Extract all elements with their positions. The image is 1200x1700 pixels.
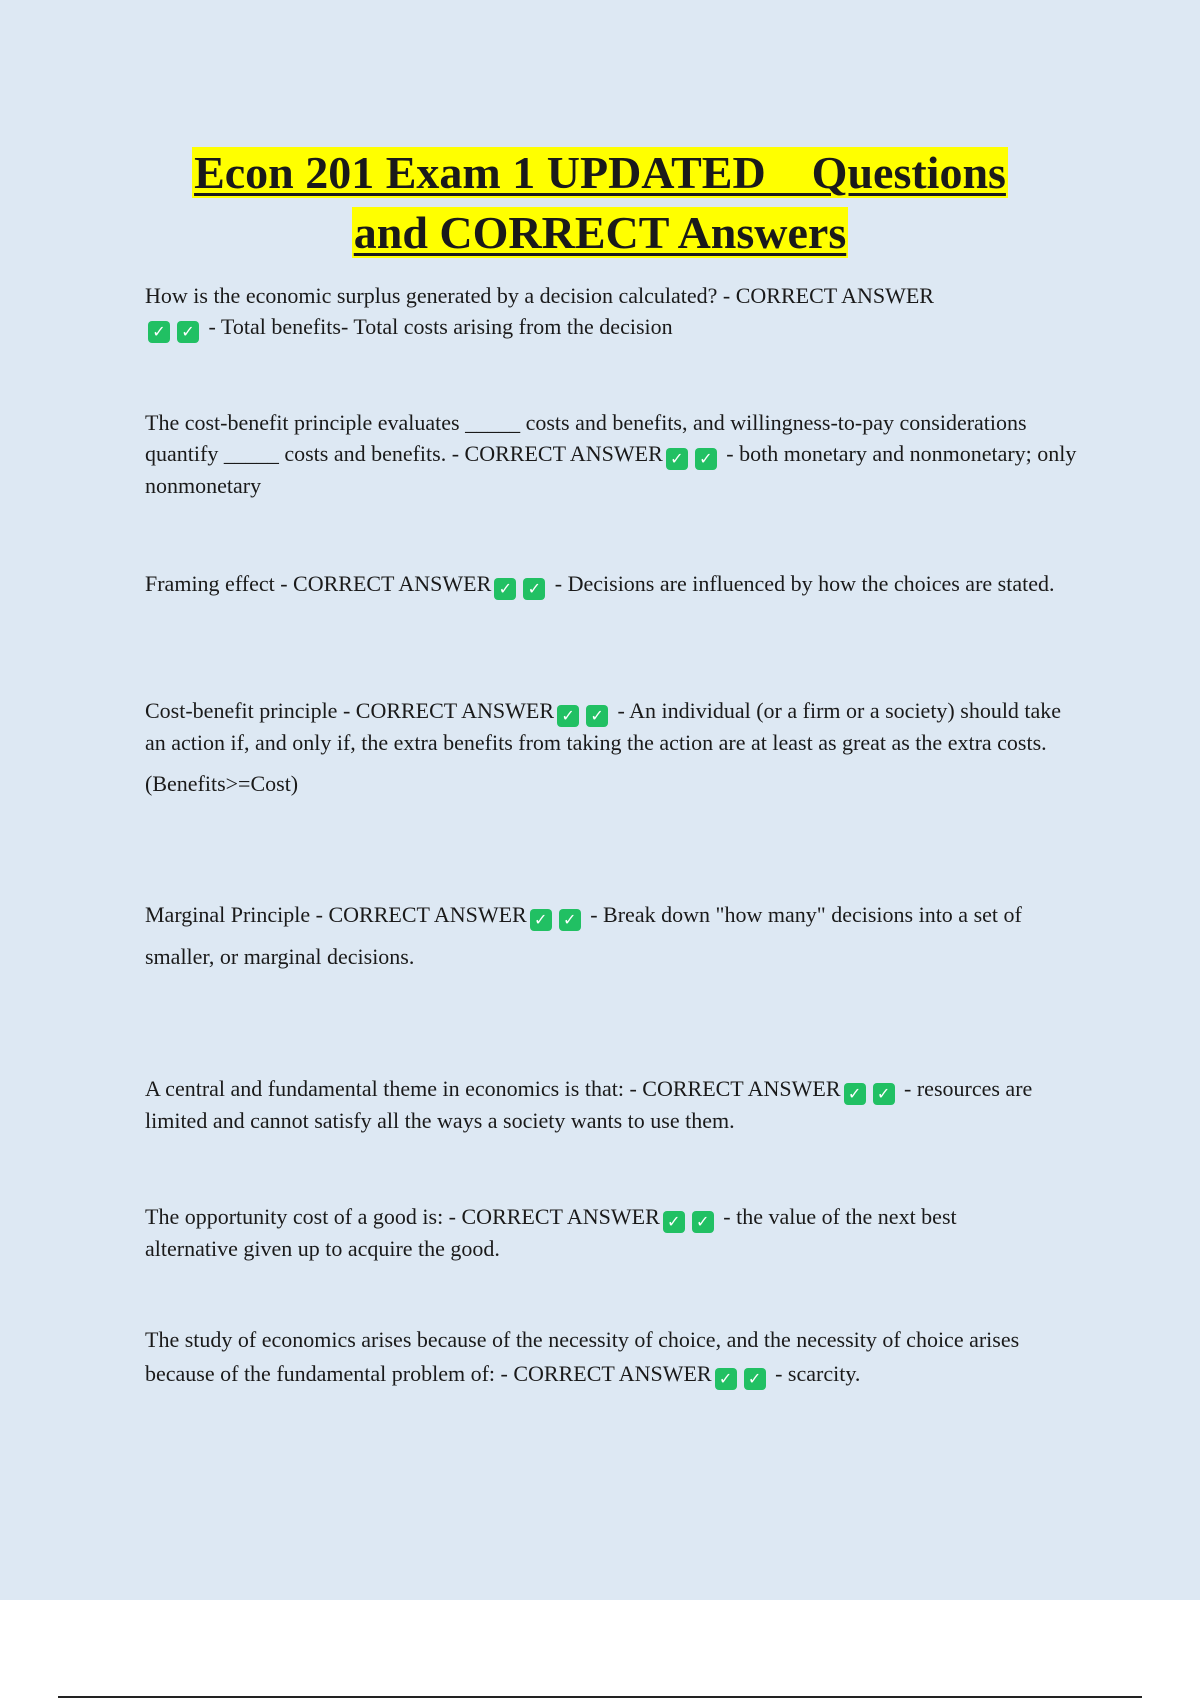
question-text: How is the economic surplus generated by a decision calculated? - CORRECT ANSWER [145, 283, 934, 308]
check-box-icon: ✓ [744, 1368, 766, 1390]
check-box-icon: ✓ [177, 321, 199, 343]
answer-text: - An individual (or a firm or a society) should take an action if, and only if, the extra benefits from taking the action are at least as great as the extra costs. [145, 698, 1062, 755]
continuation-text: smaller, or marginal decisions. [145, 944, 415, 969]
qa-text [145, 1323, 1065, 1391]
answer-text: - Decisions are influenced by how the choices are stated. [549, 571, 1055, 596]
question-text: The opportunity cost of a good is: - CORRECT ANSWER [145, 1204, 660, 1229]
check-box-icon: ✓ [873, 1083, 895, 1105]
qa-text [145, 568, 1085, 600]
qa-text [145, 899, 1085, 931]
qa-item-5 [145, 899, 1085, 972]
qa-text [145, 280, 945, 343]
check-box-icon: ✓ [695, 448, 717, 470]
qa-item-2 [145, 407, 1085, 501]
check-box-icon: ✓ [494, 578, 516, 600]
qa-item-1 [145, 280, 945, 343]
qa-item-3 [145, 568, 1085, 600]
qa-item-4 [145, 695, 1085, 799]
answer-text: - resources are limited and cannot satisfy all the ways a society wants to use them. [145, 1076, 1033, 1133]
check-box-icon: ✓ [663, 1211, 685, 1233]
question-text: The study of economics arises because of the necessity of choice, and the necessity of choice arises because of the fundamental problem of: - CORRECT ANSWER [145, 1327, 1020, 1386]
title-line-1: Econ 201 Exam 1 UPDATED Questions [194, 147, 1006, 198]
qa-text [145, 1201, 1045, 1264]
question-text: The cost-benefit principle evaluates _____ costs and benefits, and willingness-to-pay considerations quantify _____ costs and benefits. - CORRECT ANSWER [145, 410, 1027, 466]
qa-item-8 [145, 1323, 1065, 1391]
question-text: A central and fundamental theme in economics is that: - CORRECT ANSWER [145, 1076, 841, 1101]
qa-text [145, 695, 1085, 758]
answer-text: - Total benefits- Total costs arising from the decision [203, 314, 673, 339]
title-line-2: and CORRECT Answers [353, 207, 847, 258]
question-text: Cost-benefit principle - CORRECT ANSWER [145, 698, 555, 723]
qa-item-6 [145, 1073, 1085, 1136]
check-box-icon: ✓ [559, 909, 581, 931]
check-box-icon: ✓ [557, 705, 579, 727]
check-box-icon: ✓ [844, 1083, 866, 1105]
qa-text [145, 407, 1085, 501]
footer-rule [58, 1696, 1142, 1698]
formula-text: (Benefits>=Cost) [145, 771, 299, 796]
check-box-icon: ✓ [666, 448, 688, 470]
check-box-icon: ✓ [523, 578, 545, 600]
answer-text: - Break down "how many" decisions into a set of [584, 902, 1022, 927]
check-box-icon: ✓ [530, 909, 552, 931]
check-box-icon: ✓ [692, 1211, 714, 1233]
qa-item-7 [145, 1201, 1045, 1264]
answer-text: - the value of the next best alternative given up to acquire the good. [145, 1204, 957, 1261]
answer-text: - scarcity. [769, 1361, 861, 1386]
check-box-icon: ✓ [715, 1368, 737, 1390]
question-text: Marginal Principle - CORRECT ANSWER [145, 902, 527, 927]
check-box-icon: ✓ [148, 321, 170, 343]
answer-text: - both monetary and nonmonetary; only nonmonetary [145, 441, 1077, 498]
question-text: Framing effect - CORRECT ANSWER [145, 571, 492, 596]
page-title [0, 143, 1200, 263]
qa-text [145, 1073, 1085, 1136]
check-box-icon: ✓ [586, 705, 608, 727]
